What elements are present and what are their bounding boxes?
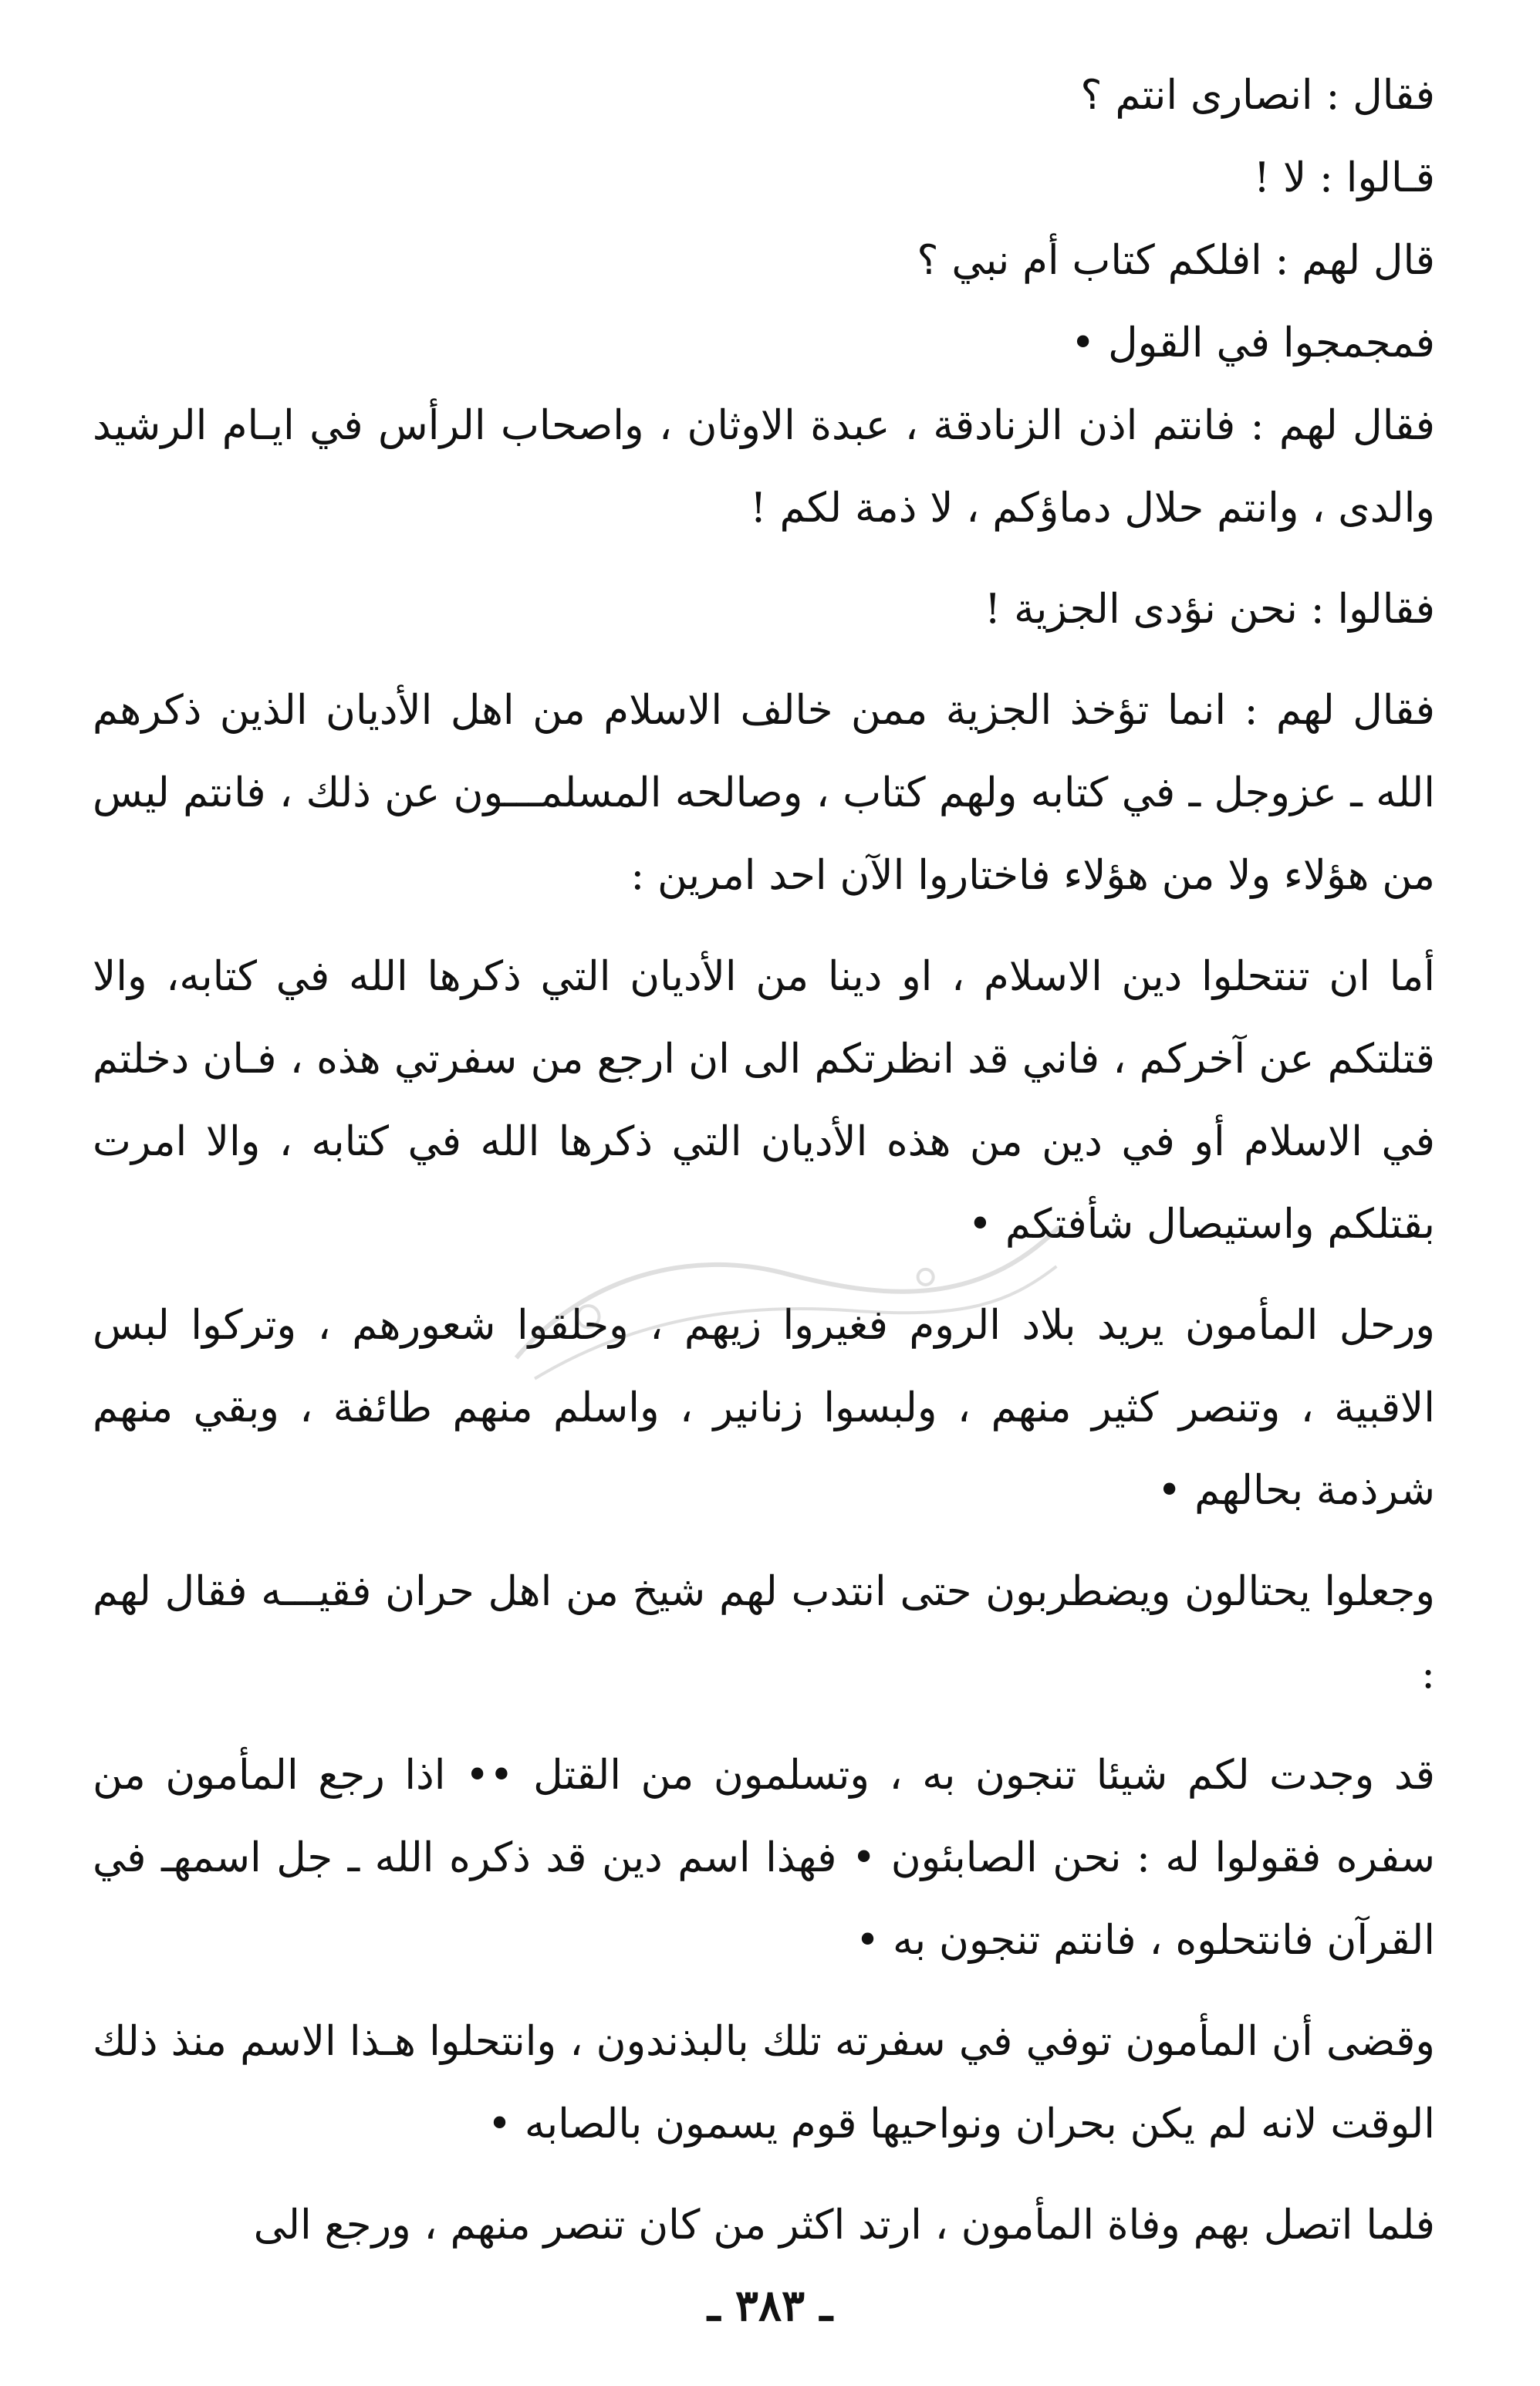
paragraph-8: أما ان تنتحلوا دين الاسلام ، او دينا من الأديان التي ذكرها الله في كتابه، والا قتلتكم عن آخركم ، فاني قد انظرتكم الى ان ارجع من سفرتي هذه ، فـان دخلتم في الاسلام أو في دين من هذه الأديان التي ذكرها الله في كتابه ، والا امرت بقتلكم واستيصال شأفتكم •: [93, 953, 1435, 1248]
paragraph-7: فقال لهم : انما تؤخذ الجزية ممن خالف الاسلام من اهل الأديان الذين ذكرهم الله ـ عزوجل ـ في كتابه ولهم كتاب ، وصالحه المسلمـــون عن ذلك ، فانتم ليس من هؤلاء ولا من هؤلاء فاختاروا الآن احد امرين :: [93, 687, 1435, 899]
paragraph-11: قد وجدت لكم شيئا تنجون به ، وتسلمون من القتل •• اذا رجع المأمون من سفره فقولوا له : نحن الصابئون • فهذا اسم دين قد ذكره الله ـ جل اسمهـ في القرآن فانتحلوه ، فانتم تنجون به •: [93, 1752, 1435, 1964]
paragraph-1: فقال : انصارى انتم ؟: [1080, 72, 1435, 119]
paragraph-10: وجعلوا يحتالون ويضطربون حتى انتدب لهم شيخ من اهل حران فقيـــه فقال لهم :: [93, 1568, 1435, 1698]
paragraph-5: فقال لهم : فانتم اذن الزنادقة ، عبدة الاوثان ، واصحاب الرأس في ايـام الرشيد والدى ، وانتم حلال دماؤكم ، لا ذمة لكم !: [93, 402, 1435, 532]
page-number: ـ ٣٨٣ ـ: [707, 2280, 833, 2331]
paragraph-4: فمجمجوا في القول •: [1070, 319, 1435, 367]
page-body: [93, 54, 1435, 2330]
paragraph-2: قـالوا : لا !: [1253, 154, 1435, 201]
paragraph-13: فلما اتصل بهم وفاة المأمون ، ارتد اكثر من كان تنصر منهم ، ورجع الى: [253, 2202, 1435, 2249]
paragraph-6: فقالوا : نحن نؤدى الجزية !: [984, 586, 1435, 633]
paragraph-9: ورحل المأمون يريد بلاد الروم فغيروا زيهم ، وحلقوا شعورهم ، وتركوا لبس الاقبية ، وتنصر كثير منهم ، ولبسوا زنانير ، واسلم منهم طائفة ، وبقي منهم شرذمة بحالهم •: [93, 1302, 1435, 1514]
paragraph-12: وقضى أن المأمون توفي في سفرته تلك بالبذندون ، وانتحلوا هـذا الاسم منذ ذلك الوقت لانه لم يكن بحران ونواحيها قوم يسمون بالصابه •: [93, 2018, 1435, 2148]
paragraph-3: قال لهم : افلكم كتاب أم نبي ؟: [917, 237, 1435, 284]
